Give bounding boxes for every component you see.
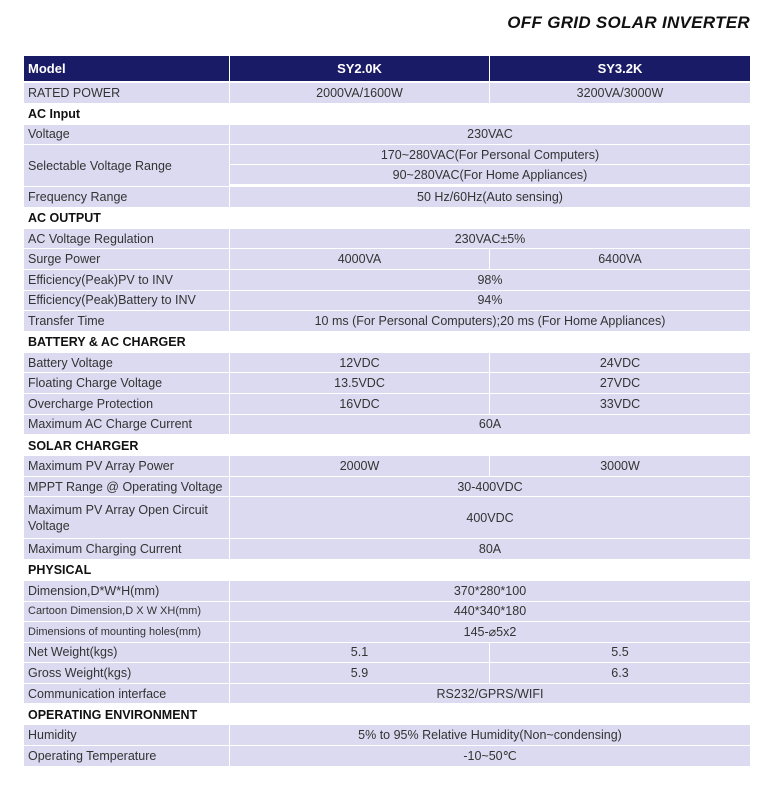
value-holes: 145-⌀5x2 bbox=[229, 622, 750, 643]
value-overcharge-2: 33VDC bbox=[489, 394, 750, 415]
header-col-2: SY3.2K bbox=[489, 56, 750, 83]
value-frequency: 50 Hz/60Hz(Auto sensing) bbox=[229, 187, 750, 208]
row-eff-battery bbox=[24, 291, 750, 312]
label-overcharge: Overcharge Protection bbox=[24, 394, 229, 415]
section-title-ac-input: AC Input bbox=[24, 104, 750, 125]
section-solar bbox=[24, 435, 750, 456]
label-carton: Cartoon Dimension,D X W XH(mm) bbox=[24, 602, 229, 623]
value-rated-power-1: 2000VA/1600W bbox=[229, 83, 489, 104]
row-max-charging bbox=[24, 539, 750, 560]
row-net-weight bbox=[24, 643, 750, 664]
value-mppt: 30-400VDC bbox=[229, 477, 750, 498]
row-voltage bbox=[24, 125, 750, 146]
value-battery-voltage-2: 24VDC bbox=[489, 353, 750, 374]
value-humidity: 5% to 95% Relative Humidity(Non~condensing) bbox=[229, 725, 750, 746]
label-holes: Dimensions of mounting holes(mm) bbox=[24, 622, 229, 643]
label-transfer: Transfer Time bbox=[24, 311, 229, 332]
value-surge-1: 4000VA bbox=[229, 249, 489, 270]
value-net-weight-1: 5.1 bbox=[229, 643, 489, 664]
label-dimension: Dimension,D*W*H(mm) bbox=[24, 581, 229, 602]
row-transfer bbox=[24, 311, 750, 332]
label-frequency: Frequency Range bbox=[24, 187, 229, 208]
row-frequency bbox=[24, 187, 750, 208]
value-voltage: 230VAC bbox=[229, 125, 750, 146]
section-physical bbox=[24, 560, 750, 581]
label-comm: Communication interface bbox=[24, 684, 229, 705]
value-max-charging: 80A bbox=[229, 539, 750, 560]
label-floating: Floating Charge Voltage bbox=[24, 373, 229, 394]
row-battery-voltage bbox=[24, 353, 750, 374]
value-selectable-range bbox=[229, 145, 750, 187]
value-floating-2: 27VDC bbox=[489, 373, 750, 394]
value-temperature: -10~50℃ bbox=[229, 746, 750, 767]
row-overcharge bbox=[24, 394, 750, 415]
row-humidity bbox=[24, 725, 750, 746]
label-max-pv: Maximum PV Array Power bbox=[24, 456, 229, 477]
row-rated-power bbox=[24, 83, 750, 104]
section-title-environment: OPERATING ENVIRONMENT bbox=[24, 704, 750, 725]
row-floating bbox=[24, 373, 750, 394]
value-overcharge-1: 16VDC bbox=[229, 394, 489, 415]
value-floating-1: 13.5VDC bbox=[229, 373, 489, 394]
section-environment bbox=[24, 704, 750, 725]
value-surge-2: 6400VA bbox=[489, 249, 750, 270]
label-temperature: Operating Temperature bbox=[24, 746, 229, 767]
label-surge: Surge Power bbox=[24, 249, 229, 270]
spec-table bbox=[24, 56, 750, 767]
label-mppt: MPPT Range @ Operating Voltage bbox=[24, 477, 229, 498]
label-max-ac-charge: Maximum AC Charge Current bbox=[24, 415, 229, 436]
header-col-1: SY2.0K bbox=[229, 56, 489, 83]
value-battery-voltage-1: 12VDC bbox=[229, 353, 489, 374]
row-gross-weight bbox=[24, 663, 750, 684]
row-max-ac-charge bbox=[24, 415, 750, 436]
row-comm bbox=[24, 684, 750, 705]
row-selectable-range bbox=[24, 145, 750, 187]
label-eff-pv: Efficiency(Peak)PV to INV bbox=[24, 270, 229, 291]
label-open-circuit: Maximum PV Array Open Circuit Voltage bbox=[24, 497, 229, 539]
row-max-pv bbox=[24, 456, 750, 477]
row-regulation bbox=[24, 229, 750, 250]
label-max-charging: Maximum Charging Current bbox=[24, 539, 229, 560]
value-carton: 440*340*180 bbox=[229, 602, 750, 623]
value-max-ac-charge: 60A bbox=[229, 415, 750, 436]
row-holes bbox=[24, 622, 750, 643]
label-eff-battery: Efficiency(Peak)Battery to INV bbox=[24, 291, 229, 312]
section-ac-input bbox=[24, 104, 750, 125]
document-title: OFF GRID SOLAR INVERTER bbox=[507, 13, 750, 32]
label-voltage: Voltage bbox=[24, 125, 229, 146]
value-selectable-range-pc: 170~280VAC(For Personal Computers) bbox=[230, 145, 750, 165]
label-humidity: Humidity bbox=[24, 725, 229, 746]
row-dimension bbox=[24, 581, 750, 602]
value-max-pv-1: 2000W bbox=[229, 456, 489, 477]
row-open-circuit bbox=[24, 497, 750, 539]
value-open-circuit: 400VDC bbox=[229, 497, 750, 539]
header-model: Model bbox=[24, 56, 229, 83]
value-net-weight-2: 5.5 bbox=[489, 643, 750, 664]
value-gross-weight-1: 5.9 bbox=[229, 663, 489, 684]
row-temperature bbox=[24, 746, 750, 767]
row-carton bbox=[24, 602, 750, 623]
value-rated-power-2: 3200VA/3000W bbox=[489, 83, 750, 104]
label-net-weight: Net Weight(kgs) bbox=[24, 643, 229, 664]
section-title-physical: PHYSICAL bbox=[24, 560, 750, 581]
label-selectable-range: Selectable Voltage Range bbox=[24, 145, 229, 187]
section-battery bbox=[24, 332, 750, 353]
value-max-pv-2: 3000W bbox=[489, 456, 750, 477]
row-mppt bbox=[24, 477, 750, 498]
section-title-ac-output: AC OUTPUT bbox=[24, 208, 750, 229]
value-gross-weight-2: 6.3 bbox=[489, 663, 750, 684]
section-title-battery: BATTERY & AC CHARGER bbox=[24, 332, 750, 353]
value-selectable-range-home: 90~280VAC(For Home Appliances) bbox=[230, 165, 750, 185]
label-battery-voltage: Battery Voltage bbox=[24, 353, 229, 374]
header-row bbox=[24, 56, 750, 83]
value-comm: RS232/GPRS/WIFI bbox=[229, 684, 750, 705]
label-rated-power: RATED POWER bbox=[24, 83, 229, 104]
label-gross-weight: Gross Weight(kgs) bbox=[24, 663, 229, 684]
row-surge bbox=[24, 249, 750, 270]
row-eff-pv bbox=[24, 270, 750, 291]
value-regulation: 230VAC±5% bbox=[229, 229, 750, 250]
value-dimension: 370*280*100 bbox=[229, 581, 750, 602]
label-regulation: AC Voltage Regulation bbox=[24, 229, 229, 250]
value-transfer: 10 ms (For Personal Computers);20 ms (For Home Appliances) bbox=[229, 311, 750, 332]
section-title-solar: SOLAR CHARGER bbox=[24, 435, 750, 456]
value-eff-battery: 94% bbox=[229, 291, 750, 312]
value-eff-pv: 98% bbox=[229, 270, 750, 291]
section-ac-output bbox=[24, 208, 750, 229]
